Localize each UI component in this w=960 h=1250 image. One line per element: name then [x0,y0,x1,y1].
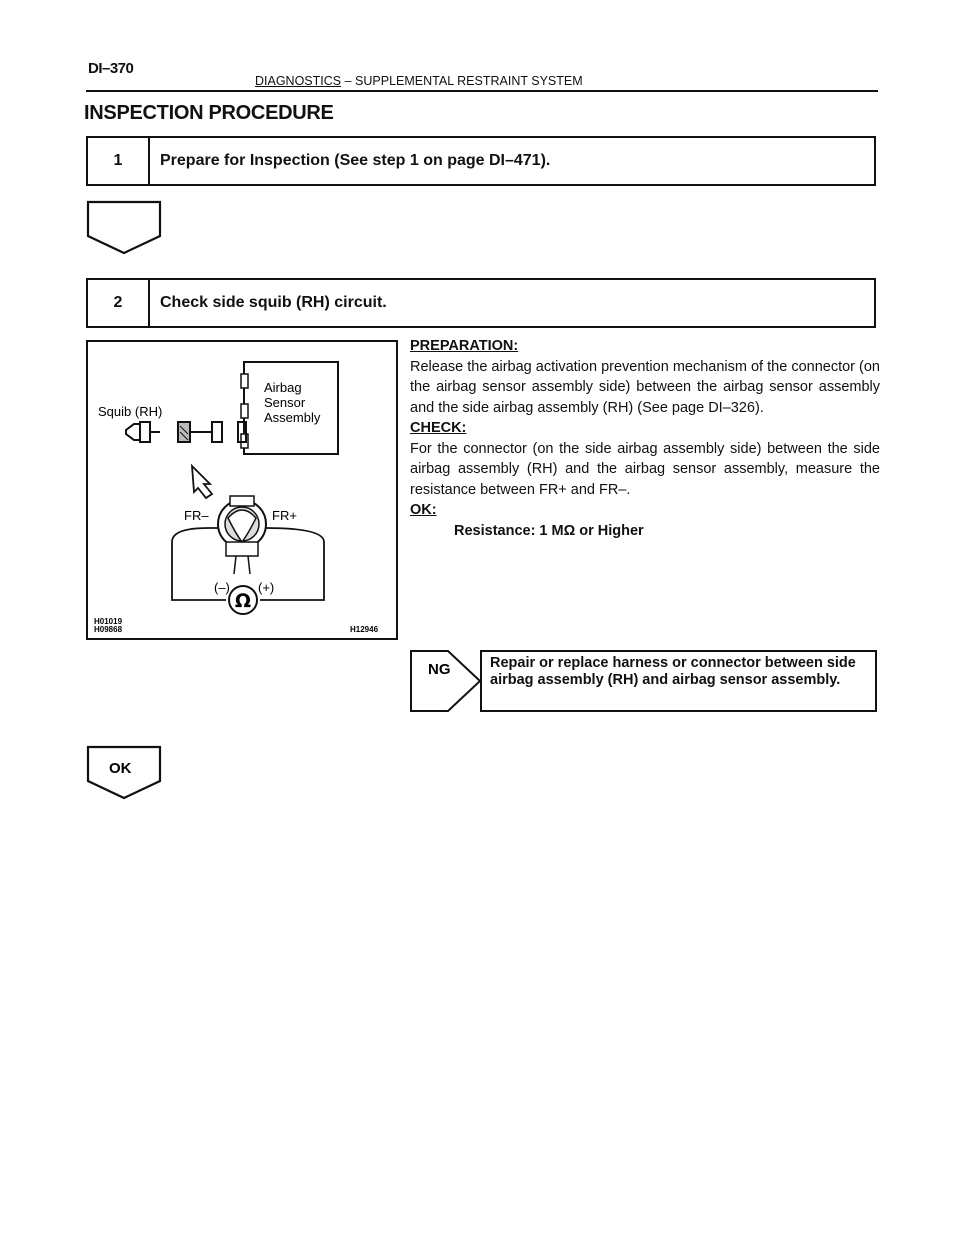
label-positive: (+) [258,580,275,595]
ohm-symbol: Ω [234,590,252,612]
label-fr-minus: FR– [184,508,209,523]
preparation-heading: PREPARATION: [410,338,519,354]
running-head-subject: SUPPLEMENTAL RESTRAINT SYSTEM [355,74,583,88]
ok-label: OK [109,760,132,777]
step-2-title: Check side squib (RH) circuit. [160,294,387,311]
circuit-figure [86,340,398,640]
label-negative: (–) [214,580,230,595]
pointer-arrow-icon [192,466,212,498]
label-squib: Squib (RH) [98,404,163,419]
label-fr-plus: FR+ [272,508,297,523]
step-2-number: 2 [88,280,150,326]
ng-arrow-icon [410,650,482,712]
check-text: For the connector (on the side airbag assembly side) between the side airbag assembly (RH) and the airbag sensor assembly, measure the resistance between FR+ and FR–. [410,440,880,498]
header-rule [86,90,878,92]
down-arrow-icon [86,200,164,256]
label-sensor: Sensor [264,395,306,410]
figure-code-bottom: H09868 [94,625,123,634]
ng-repair-box [480,650,877,712]
step-2-box [86,278,876,328]
running-head-section: DIAGNOSTICS [255,74,342,88]
running-head [255,74,583,88]
step-1-title: Prepare for Inspection (See step 1 on page DI–471). [160,152,551,169]
preparation-text: Release the airbag activation prevention mechanism of the connector (on the airbag sensor assembly side) between the airbag sensor assembly and the side airbag assembly (RH) (See page DI–326). [410,358,880,416]
figure-code-right: H12946 [350,625,379,634]
label-assembly: Assembly [264,410,321,425]
ng-repair-text: Repair or replace harness or connector between side airbag assembly (RH) and airbag sensor assembly. [490,655,856,688]
ng-label: NG [428,661,451,678]
step-1-number: 1 [88,138,150,184]
label-airbag: Airbag [264,380,302,395]
page-number: DI–370 [88,60,134,77]
section-title: INSPECTION PROCEDURE [84,102,334,124]
check-heading: CHECK: [410,420,467,436]
ok-spec: Resistance: 1 MΩ or Higher [454,522,644,539]
procedure-text [410,336,880,541]
running-head-dash: – [344,74,352,88]
ok-heading: OK: [410,502,437,518]
step-1-box [86,136,876,186]
circuit-diagram [88,342,396,638]
figure-code-top: H01019 [94,617,123,626]
ok-arrow-icon [86,745,164,801]
